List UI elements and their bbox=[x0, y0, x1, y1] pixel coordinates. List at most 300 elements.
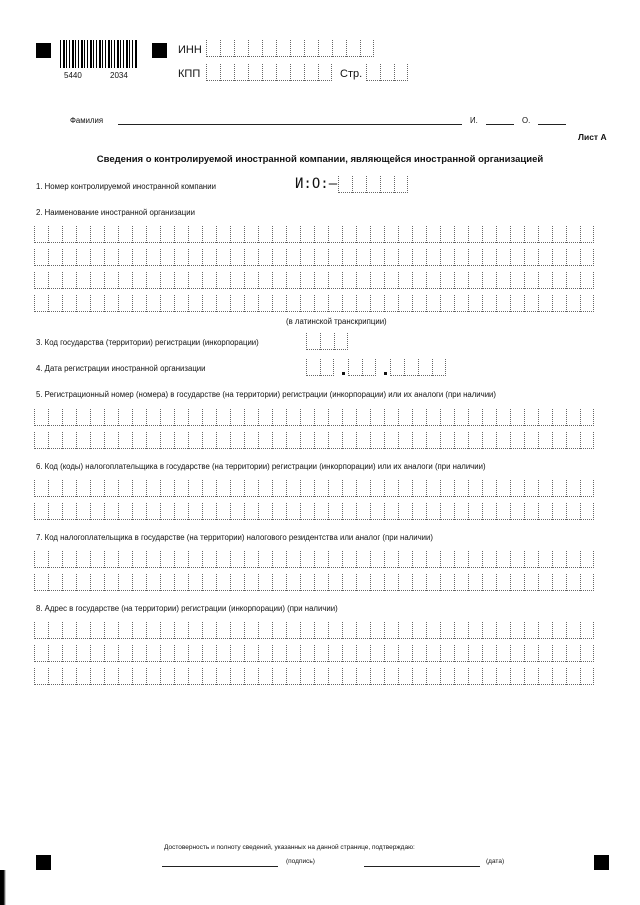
entry-cell[interactable] bbox=[454, 668, 468, 685]
entry-cell[interactable] bbox=[104, 226, 118, 243]
entry-cell[interactable] bbox=[328, 409, 342, 426]
entry-cell[interactable] bbox=[552, 551, 566, 568]
entry-cell[interactable] bbox=[76, 645, 90, 662]
entry-cell[interactable] bbox=[510, 668, 524, 685]
entry-cell[interactable] bbox=[304, 64, 318, 81]
entry-cell[interactable] bbox=[342, 480, 356, 497]
entry-cell[interactable] bbox=[76, 226, 90, 243]
entry-cell[interactable] bbox=[188, 432, 202, 449]
entry-cell[interactable] bbox=[412, 432, 426, 449]
entry-cell[interactable] bbox=[272, 668, 286, 685]
entry-cell[interactable] bbox=[496, 574, 510, 591]
entry-cell[interactable] bbox=[398, 668, 412, 685]
entry-cell[interactable] bbox=[398, 574, 412, 591]
entry-cell[interactable] bbox=[160, 272, 174, 289]
entry-cell[interactable] bbox=[580, 574, 594, 591]
entry-cell[interactable] bbox=[314, 551, 328, 568]
entry-cell[interactable] bbox=[76, 480, 90, 497]
entry-cell[interactable] bbox=[216, 480, 230, 497]
entry-cell[interactable] bbox=[118, 226, 132, 243]
entry-cell[interactable] bbox=[426, 480, 440, 497]
entry-cell[interactable] bbox=[314, 668, 328, 685]
entry-cell[interactable] bbox=[76, 622, 90, 639]
entry-cell[interactable] bbox=[76, 409, 90, 426]
entry-cell[interactable] bbox=[426, 272, 440, 289]
entry-cell[interactable] bbox=[104, 622, 118, 639]
entry-cell[interactable] bbox=[524, 622, 538, 639]
entry-cell[interactable] bbox=[328, 295, 342, 312]
entry-cell[interactable] bbox=[580, 503, 594, 520]
entry-cell[interactable] bbox=[48, 551, 62, 568]
entry-cell[interactable] bbox=[342, 668, 356, 685]
entry-cell[interactable] bbox=[48, 668, 62, 685]
entry-cell[interactable] bbox=[272, 622, 286, 639]
entry-cell[interactable] bbox=[454, 409, 468, 426]
entry-cell[interactable] bbox=[390, 359, 404, 376]
entry-cell[interactable] bbox=[230, 226, 244, 243]
entry-cell[interactable] bbox=[510, 551, 524, 568]
entry-cell[interactable] bbox=[538, 574, 552, 591]
entry-cell[interactable] bbox=[34, 645, 48, 662]
entry-cell[interactable] bbox=[132, 432, 146, 449]
entry-cell[interactable] bbox=[174, 480, 188, 497]
entry-cell[interactable] bbox=[90, 295, 104, 312]
entry-cell[interactable] bbox=[230, 295, 244, 312]
entry-cell[interactable] bbox=[62, 668, 76, 685]
entry-cell[interactable] bbox=[510, 432, 524, 449]
entry-cell[interactable] bbox=[48, 272, 62, 289]
entry-cell[interactable] bbox=[538, 226, 552, 243]
entry-cell[interactable] bbox=[370, 432, 384, 449]
entry-cell[interactable] bbox=[146, 551, 160, 568]
entry-cell[interactable] bbox=[370, 645, 384, 662]
entry-cell[interactable] bbox=[258, 574, 272, 591]
entry-cell[interactable] bbox=[440, 249, 454, 266]
entry-cell[interactable] bbox=[384, 480, 398, 497]
entry-cell[interactable] bbox=[538, 409, 552, 426]
entry-cell[interactable] bbox=[48, 249, 62, 266]
entry-cell[interactable] bbox=[216, 272, 230, 289]
entry-cell[interactable] bbox=[356, 226, 370, 243]
entry-cell[interactable] bbox=[454, 503, 468, 520]
entry-cell[interactable] bbox=[482, 272, 496, 289]
entry-cell[interactable] bbox=[202, 574, 216, 591]
entry-cell[interactable] bbox=[118, 480, 132, 497]
entry-cell[interactable] bbox=[258, 295, 272, 312]
entry-cell[interactable] bbox=[538, 503, 552, 520]
entry-cell[interactable] bbox=[580, 551, 594, 568]
entry-cell[interactable] bbox=[370, 295, 384, 312]
entry-cell[interactable] bbox=[356, 272, 370, 289]
entry-cell[interactable] bbox=[160, 668, 174, 685]
entry-cell[interactable] bbox=[552, 645, 566, 662]
entry-cell[interactable] bbox=[258, 551, 272, 568]
entry-cell[interactable] bbox=[384, 295, 398, 312]
inn-field[interactable] bbox=[206, 40, 374, 57]
entry-cell[interactable] bbox=[314, 480, 328, 497]
entry-cell[interactable] bbox=[496, 409, 510, 426]
entry-cell[interactable] bbox=[258, 622, 272, 639]
entry-cell[interactable] bbox=[160, 249, 174, 266]
entry-cell[interactable] bbox=[244, 622, 258, 639]
entry-cell[interactable] bbox=[538, 295, 552, 312]
entry-cell[interactable] bbox=[300, 226, 314, 243]
entry-cell[interactable] bbox=[62, 272, 76, 289]
entry-cell[interactable] bbox=[132, 409, 146, 426]
entry-cell[interactable] bbox=[496, 480, 510, 497]
entry-cell[interactable] bbox=[216, 226, 230, 243]
entry-cell[interactable] bbox=[524, 574, 538, 591]
entry-cell[interactable] bbox=[342, 409, 356, 426]
entry-cell[interactable] bbox=[454, 249, 468, 266]
entry-cell[interactable] bbox=[524, 503, 538, 520]
entry-cell[interactable] bbox=[160, 295, 174, 312]
entry-cell[interactable] bbox=[440, 503, 454, 520]
entry-cell[interactable] bbox=[384, 551, 398, 568]
entry-cell[interactable] bbox=[412, 503, 426, 520]
entry-cell[interactable] bbox=[524, 432, 538, 449]
entry-cell[interactable] bbox=[244, 409, 258, 426]
entry-cell[interactable] bbox=[370, 480, 384, 497]
entry-cell[interactable] bbox=[132, 574, 146, 591]
entry-cell[interactable] bbox=[384, 503, 398, 520]
entry-cell[interactable] bbox=[496, 272, 510, 289]
entry-cell[interactable] bbox=[314, 272, 328, 289]
entry-cell[interactable] bbox=[580, 409, 594, 426]
entry-cell[interactable] bbox=[62, 249, 76, 266]
entry-cell[interactable] bbox=[90, 551, 104, 568]
entry-cell[interactable] bbox=[356, 480, 370, 497]
entry-cell[interactable] bbox=[230, 432, 244, 449]
entry-cell[interactable] bbox=[118, 551, 132, 568]
entry-cell[interactable] bbox=[244, 551, 258, 568]
entry-cell[interactable] bbox=[230, 668, 244, 685]
entry-cell[interactable] bbox=[538, 668, 552, 685]
entry-cell[interactable] bbox=[566, 622, 580, 639]
entry-cell[interactable] bbox=[328, 622, 342, 639]
entry-cell[interactable] bbox=[160, 503, 174, 520]
entry-cell[interactable] bbox=[248, 40, 262, 57]
entry-cell[interactable] bbox=[384, 249, 398, 266]
entry-cell[interactable] bbox=[160, 574, 174, 591]
entry-cell[interactable] bbox=[454, 432, 468, 449]
entry-cell[interactable] bbox=[426, 503, 440, 520]
entry-cell[interactable] bbox=[468, 409, 482, 426]
entry-cell[interactable] bbox=[286, 551, 300, 568]
entry-cell[interactable] bbox=[132, 503, 146, 520]
entry-cell[interactable] bbox=[146, 645, 160, 662]
entry-cell[interactable] bbox=[174, 622, 188, 639]
entry-cell[interactable] bbox=[342, 272, 356, 289]
kpp-field[interactable] bbox=[206, 64, 332, 81]
entry-cell[interactable] bbox=[398, 249, 412, 266]
entry-cell[interactable] bbox=[566, 574, 580, 591]
entry-cell[interactable] bbox=[524, 645, 538, 662]
entry-cell[interactable] bbox=[188, 645, 202, 662]
entry-cell[interactable] bbox=[432, 359, 446, 376]
entry-cell[interactable] bbox=[314, 503, 328, 520]
entry-cell[interactable] bbox=[440, 272, 454, 289]
entry-cell[interactable] bbox=[580, 432, 594, 449]
entry-cell[interactable] bbox=[202, 249, 216, 266]
entry-cell[interactable] bbox=[352, 176, 366, 193]
entry-cell[interactable] bbox=[510, 645, 524, 662]
entry-cell[interactable] bbox=[132, 295, 146, 312]
entry-cell[interactable] bbox=[220, 64, 234, 81]
entry-cell[interactable] bbox=[188, 272, 202, 289]
field-4-day[interactable] bbox=[306, 359, 334, 376]
entry-cell[interactable] bbox=[202, 668, 216, 685]
entry-cell[interactable] bbox=[258, 409, 272, 426]
entry-cell[interactable] bbox=[244, 645, 258, 662]
entry-cell[interactable] bbox=[384, 272, 398, 289]
entry-cell[interactable] bbox=[306, 359, 320, 376]
field-8-row-3[interactable] bbox=[34, 668, 594, 685]
entry-cell[interactable] bbox=[426, 432, 440, 449]
entry-cell[interactable] bbox=[244, 226, 258, 243]
entry-cell[interactable] bbox=[104, 668, 118, 685]
field-4-month[interactable] bbox=[348, 359, 376, 376]
entry-cell[interactable] bbox=[454, 272, 468, 289]
entry-cell[interactable] bbox=[482, 432, 496, 449]
entry-cell[interactable] bbox=[174, 226, 188, 243]
entry-cell[interactable] bbox=[412, 574, 426, 591]
entry-cell[interactable] bbox=[118, 668, 132, 685]
entry-cell[interactable] bbox=[566, 409, 580, 426]
entry-cell[interactable] bbox=[202, 409, 216, 426]
entry-cell[interactable] bbox=[510, 272, 524, 289]
entry-cell[interactable] bbox=[272, 409, 286, 426]
entry-cell[interactable] bbox=[160, 551, 174, 568]
entry-cell[interactable] bbox=[384, 622, 398, 639]
entry-cell[interactable] bbox=[286, 622, 300, 639]
entry-cell[interactable] bbox=[90, 574, 104, 591]
entry-cell[interactable] bbox=[76, 551, 90, 568]
entry-cell[interactable] bbox=[314, 622, 328, 639]
entry-cell[interactable] bbox=[188, 503, 202, 520]
entry-cell[interactable] bbox=[362, 359, 376, 376]
entry-cell[interactable] bbox=[230, 622, 244, 639]
entry-cell[interactable] bbox=[118, 432, 132, 449]
entry-cell[interactable] bbox=[524, 409, 538, 426]
entry-cell[interactable] bbox=[62, 480, 76, 497]
entry-cell[interactable] bbox=[202, 503, 216, 520]
entry-cell[interactable] bbox=[90, 503, 104, 520]
entry-cell[interactable] bbox=[580, 480, 594, 497]
entry-cell[interactable] bbox=[538, 645, 552, 662]
entry-cell[interactable] bbox=[48, 295, 62, 312]
entry-cell[interactable] bbox=[132, 272, 146, 289]
entry-cell[interactable] bbox=[286, 295, 300, 312]
entry-cell[interactable] bbox=[468, 432, 482, 449]
entry-cell[interactable] bbox=[202, 272, 216, 289]
entry-cell[interactable] bbox=[482, 668, 496, 685]
entry-cell[interactable] bbox=[538, 622, 552, 639]
entry-cell[interactable] bbox=[482, 226, 496, 243]
entry-cell[interactable] bbox=[202, 480, 216, 497]
entry-cell[interactable] bbox=[304, 40, 318, 57]
entry-cell[interactable] bbox=[320, 333, 334, 350]
entry-cell[interactable] bbox=[468, 551, 482, 568]
entry-cell[interactable] bbox=[468, 668, 482, 685]
entry-cell[interactable] bbox=[90, 249, 104, 266]
entry-cell[interactable] bbox=[62, 551, 76, 568]
entry-cell[interactable] bbox=[356, 574, 370, 591]
entry-cell[interactable] bbox=[188, 574, 202, 591]
entry-cell[interactable] bbox=[412, 668, 426, 685]
entry-cell[interactable] bbox=[216, 432, 230, 449]
entry-cell[interactable] bbox=[290, 64, 304, 81]
entry-cell[interactable] bbox=[482, 480, 496, 497]
entry-cell[interactable] bbox=[348, 359, 362, 376]
entry-cell[interactable] bbox=[188, 409, 202, 426]
entry-cell[interactable] bbox=[62, 295, 76, 312]
entry-cell[interactable] bbox=[328, 668, 342, 685]
entry-cell[interactable] bbox=[366, 176, 380, 193]
entry-cell[interactable] bbox=[370, 226, 384, 243]
entry-cell[interactable] bbox=[314, 574, 328, 591]
entry-cell[interactable] bbox=[426, 622, 440, 639]
entry-cell[interactable] bbox=[384, 574, 398, 591]
entry-cell[interactable] bbox=[34, 249, 48, 266]
entry-cell[interactable] bbox=[160, 432, 174, 449]
entry-cell[interactable] bbox=[90, 480, 104, 497]
entry-cell[interactable] bbox=[328, 574, 342, 591]
entry-cell[interactable] bbox=[132, 480, 146, 497]
field-8-row-2[interactable] bbox=[34, 645, 594, 662]
entry-cell[interactable] bbox=[440, 645, 454, 662]
entry-cell[interactable] bbox=[454, 622, 468, 639]
entry-cell[interactable] bbox=[566, 272, 580, 289]
entry-cell[interactable] bbox=[412, 551, 426, 568]
entry-cell[interactable] bbox=[370, 409, 384, 426]
entry-cell[interactable] bbox=[342, 226, 356, 243]
entry-cell[interactable] bbox=[286, 226, 300, 243]
entry-cell[interactable] bbox=[440, 295, 454, 312]
initial-i-field[interactable] bbox=[486, 124, 514, 125]
entry-cell[interactable] bbox=[34, 551, 48, 568]
entry-cell[interactable] bbox=[482, 622, 496, 639]
entry-cell[interactable] bbox=[566, 295, 580, 312]
entry-cell[interactable] bbox=[286, 645, 300, 662]
entry-cell[interactable] bbox=[34, 480, 48, 497]
entry-cell[interactable] bbox=[426, 249, 440, 266]
entry-cell[interactable] bbox=[566, 226, 580, 243]
entry-cell[interactable] bbox=[300, 551, 314, 568]
field-2-row-3[interactable] bbox=[34, 272, 594, 289]
entry-cell[interactable] bbox=[118, 295, 132, 312]
entry-cell[interactable] bbox=[48, 645, 62, 662]
entry-cell[interactable] bbox=[356, 409, 370, 426]
entry-cell[interactable] bbox=[76, 668, 90, 685]
entry-cell[interactable] bbox=[482, 295, 496, 312]
entry-cell[interactable] bbox=[272, 503, 286, 520]
entry-cell[interactable] bbox=[366, 64, 380, 81]
field-2-row-2[interactable] bbox=[34, 249, 594, 266]
entry-cell[interactable] bbox=[580, 622, 594, 639]
entry-cell[interactable] bbox=[62, 574, 76, 591]
entry-cell[interactable] bbox=[398, 432, 412, 449]
entry-cell[interactable] bbox=[580, 226, 594, 243]
entry-cell[interactable] bbox=[552, 622, 566, 639]
entry-cell[interactable] bbox=[230, 249, 244, 266]
entry-cell[interactable] bbox=[394, 176, 408, 193]
entry-cell[interactable] bbox=[440, 226, 454, 243]
entry-cell[interactable] bbox=[580, 249, 594, 266]
entry-cell[interactable] bbox=[496, 622, 510, 639]
entry-cell[interactable] bbox=[48, 480, 62, 497]
entry-cell[interactable] bbox=[160, 622, 174, 639]
entry-cell[interactable] bbox=[454, 574, 468, 591]
entry-cell[interactable] bbox=[468, 480, 482, 497]
entry-cell[interactable] bbox=[510, 503, 524, 520]
entry-cell[interactable] bbox=[510, 574, 524, 591]
entry-cell[interactable] bbox=[510, 249, 524, 266]
field-5-row-1[interactable] bbox=[34, 409, 594, 426]
entry-cell[interactable] bbox=[356, 551, 370, 568]
entry-cell[interactable] bbox=[538, 551, 552, 568]
entry-cell[interactable] bbox=[174, 551, 188, 568]
entry-cell[interactable] bbox=[216, 295, 230, 312]
entry-cell[interactable] bbox=[230, 503, 244, 520]
entry-cell[interactable] bbox=[300, 272, 314, 289]
entry-cell[interactable] bbox=[206, 64, 220, 81]
entry-cell[interactable] bbox=[62, 226, 76, 243]
field-6-row-2[interactable] bbox=[34, 503, 594, 520]
entry-cell[interactable] bbox=[370, 668, 384, 685]
entry-cell[interactable] bbox=[104, 645, 118, 662]
entry-cell[interactable] bbox=[524, 551, 538, 568]
entry-cell[interactable] bbox=[342, 574, 356, 591]
entry-cell[interactable] bbox=[118, 272, 132, 289]
entry-cell[interactable] bbox=[510, 226, 524, 243]
entry-cell[interactable] bbox=[538, 432, 552, 449]
entry-cell[interactable] bbox=[62, 503, 76, 520]
initial-o-field[interactable] bbox=[538, 124, 566, 125]
entry-cell[interactable] bbox=[104, 480, 118, 497]
entry-cell[interactable] bbox=[384, 226, 398, 243]
entry-cell[interactable] bbox=[230, 409, 244, 426]
entry-cell[interactable] bbox=[482, 551, 496, 568]
entry-cell[interactable] bbox=[258, 226, 272, 243]
entry-cell[interactable] bbox=[426, 668, 440, 685]
field-1-input[interactable] bbox=[338, 176, 408, 193]
entry-cell[interactable] bbox=[320, 359, 334, 376]
entry-cell[interactable] bbox=[34, 574, 48, 591]
entry-cell[interactable] bbox=[276, 64, 290, 81]
entry-cell[interactable] bbox=[34, 272, 48, 289]
entry-cell[interactable] bbox=[188, 668, 202, 685]
entry-cell[interactable] bbox=[132, 622, 146, 639]
entry-cell[interactable] bbox=[286, 409, 300, 426]
entry-cell[interactable] bbox=[262, 64, 276, 81]
entry-cell[interactable] bbox=[394, 64, 408, 81]
entry-cell[interactable] bbox=[356, 295, 370, 312]
entry-cell[interactable] bbox=[230, 272, 244, 289]
entry-cell[interactable] bbox=[104, 249, 118, 266]
entry-cell[interactable] bbox=[300, 480, 314, 497]
entry-cell[interactable] bbox=[48, 432, 62, 449]
entry-cell[interactable] bbox=[496, 432, 510, 449]
entry-cell[interactable] bbox=[146, 574, 160, 591]
entry-cell[interactable] bbox=[496, 295, 510, 312]
entry-cell[interactable] bbox=[146, 503, 160, 520]
entry-cell[interactable] bbox=[482, 574, 496, 591]
entry-cell[interactable] bbox=[216, 249, 230, 266]
entry-cell[interactable] bbox=[440, 668, 454, 685]
entry-cell[interactable] bbox=[468, 645, 482, 662]
entry-cell[interactable] bbox=[338, 176, 352, 193]
